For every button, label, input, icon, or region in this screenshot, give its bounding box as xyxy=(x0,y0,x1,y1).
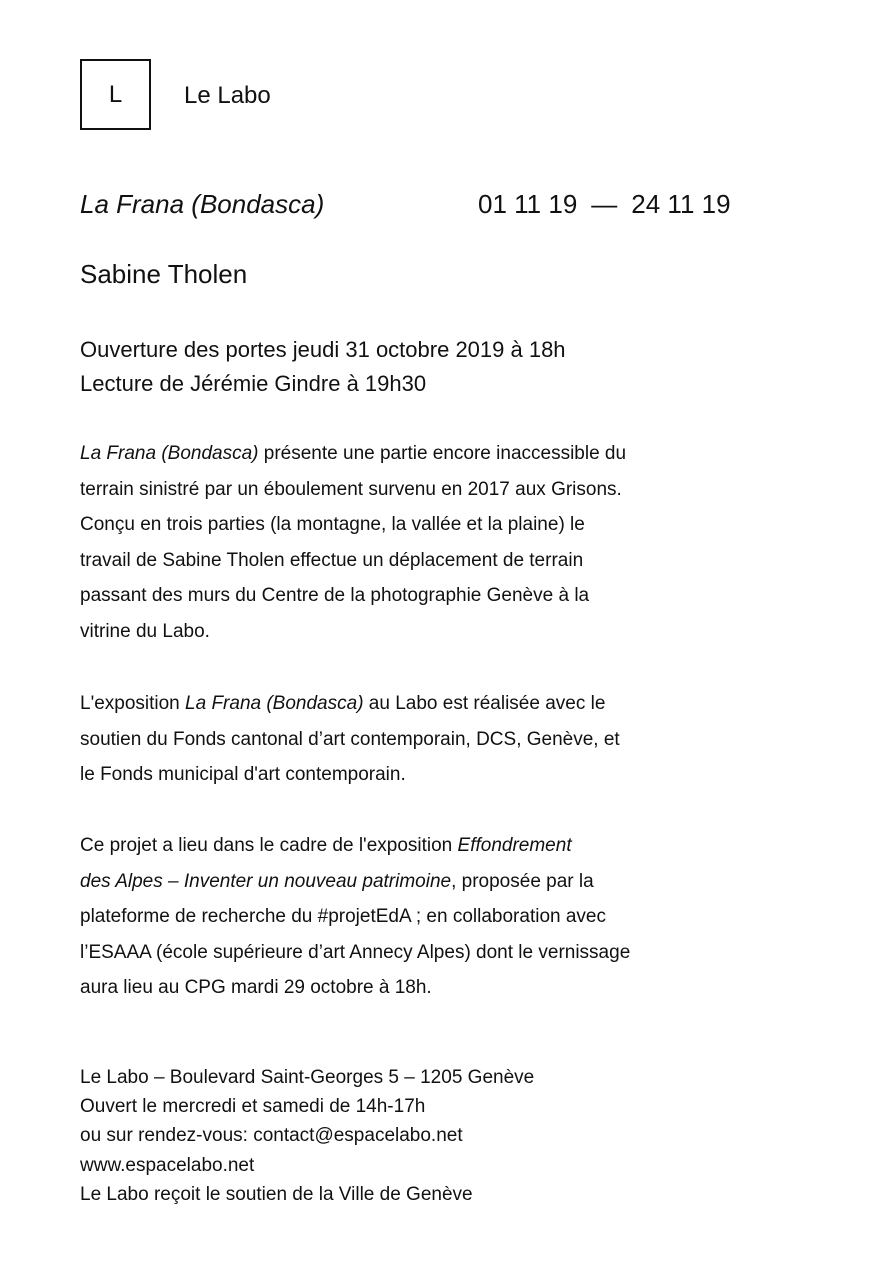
footer-address: Le Labo – Boulevard Saint-Georges 5 – 1205 Genève xyxy=(80,1067,535,1088)
footer-appointment: ou sur rendez-vous: contact@espacelabo.net xyxy=(80,1125,463,1147)
paragraph-line: plateforme de recherche du #projetEdA ; en collaboration avec xyxy=(80,906,606,927)
exhibition-title: La Frana (Bondasca) xyxy=(80,189,325,219)
opening-info xyxy=(80,333,566,401)
paragraph-line: aura lieu au CPG mardi 29 octobre à 18h. xyxy=(80,977,432,998)
logo-letter: L xyxy=(108,80,123,108)
opening-line: Ouverture des portes jeudi 31 octobre 2019 à 18h xyxy=(80,337,566,362)
text-run: au Labo est réalisée avec le xyxy=(363,693,606,714)
text-run: présente une partie encore inaccessible du xyxy=(258,443,627,464)
date-separator: — xyxy=(591,189,618,219)
paragraph-line: terrain sinistré par un éboulement survenu en 2017 aux Grisons. xyxy=(80,478,622,500)
support-paragraph xyxy=(80,686,740,793)
paragraph-line xyxy=(80,436,740,472)
footer-info xyxy=(80,1063,534,1209)
paragraph-line: vitrine du Labo. xyxy=(80,620,210,642)
text-run: Ce projet a lieu dans le cadre de l'exposition xyxy=(80,835,458,856)
paragraph-line: passant des murs du Centre de la photographie Genève à la xyxy=(80,585,590,606)
italic-title: des Alpes – Inventer un nouveau patrimoine xyxy=(80,870,452,892)
reading-line: Lecture de Jérémie Gindre à 19h30 xyxy=(80,371,427,396)
artist-name: Sabine Tholen xyxy=(80,259,248,289)
date-start: 01 11 19 xyxy=(478,189,578,219)
paragraph-line: l’ESAAA (école supérieure d’art Annecy Alpes) dont le vernissage xyxy=(80,941,631,963)
paragraph-line xyxy=(80,686,740,722)
footer-hours: Ouvert le mercredi et samedi de 14h-17h xyxy=(80,1096,426,1118)
logo-box xyxy=(80,59,151,130)
paragraph-line xyxy=(80,828,740,864)
paragraph-line: le Fonds municipal d'art contemporain. xyxy=(80,764,406,785)
italic-title: La Frana (Bondasca) xyxy=(80,443,259,464)
text-run: , proposée par la xyxy=(451,870,594,892)
description-paragraph xyxy=(80,436,740,649)
paragraph-line: soutien du Fonds cantonal d’art contemporain, DCS, Genève, et xyxy=(80,728,620,750)
exhibition-dates xyxy=(478,188,731,220)
paragraph-line: Conçu en trois parties (la montagne, la vallée et la plaine) le xyxy=(80,514,585,535)
paragraph-line: travail de Sabine Tholen effectue un déplacement de terrain xyxy=(80,549,584,571)
date-end: 24 11 19 xyxy=(631,189,731,219)
italic-title: La Frana (Bondasca) xyxy=(185,693,364,714)
text-run: L'exposition xyxy=(80,693,186,714)
italic-title: Effondrement xyxy=(457,835,572,856)
footer-support: Le Labo reçoit le soutien de la Ville de Genève xyxy=(80,1183,473,1205)
context-paragraph xyxy=(80,828,740,1006)
footer-website: www.espacelabo.net xyxy=(80,1154,255,1176)
paragraph-line xyxy=(80,864,740,900)
brand-name: Le Labo xyxy=(184,82,271,109)
